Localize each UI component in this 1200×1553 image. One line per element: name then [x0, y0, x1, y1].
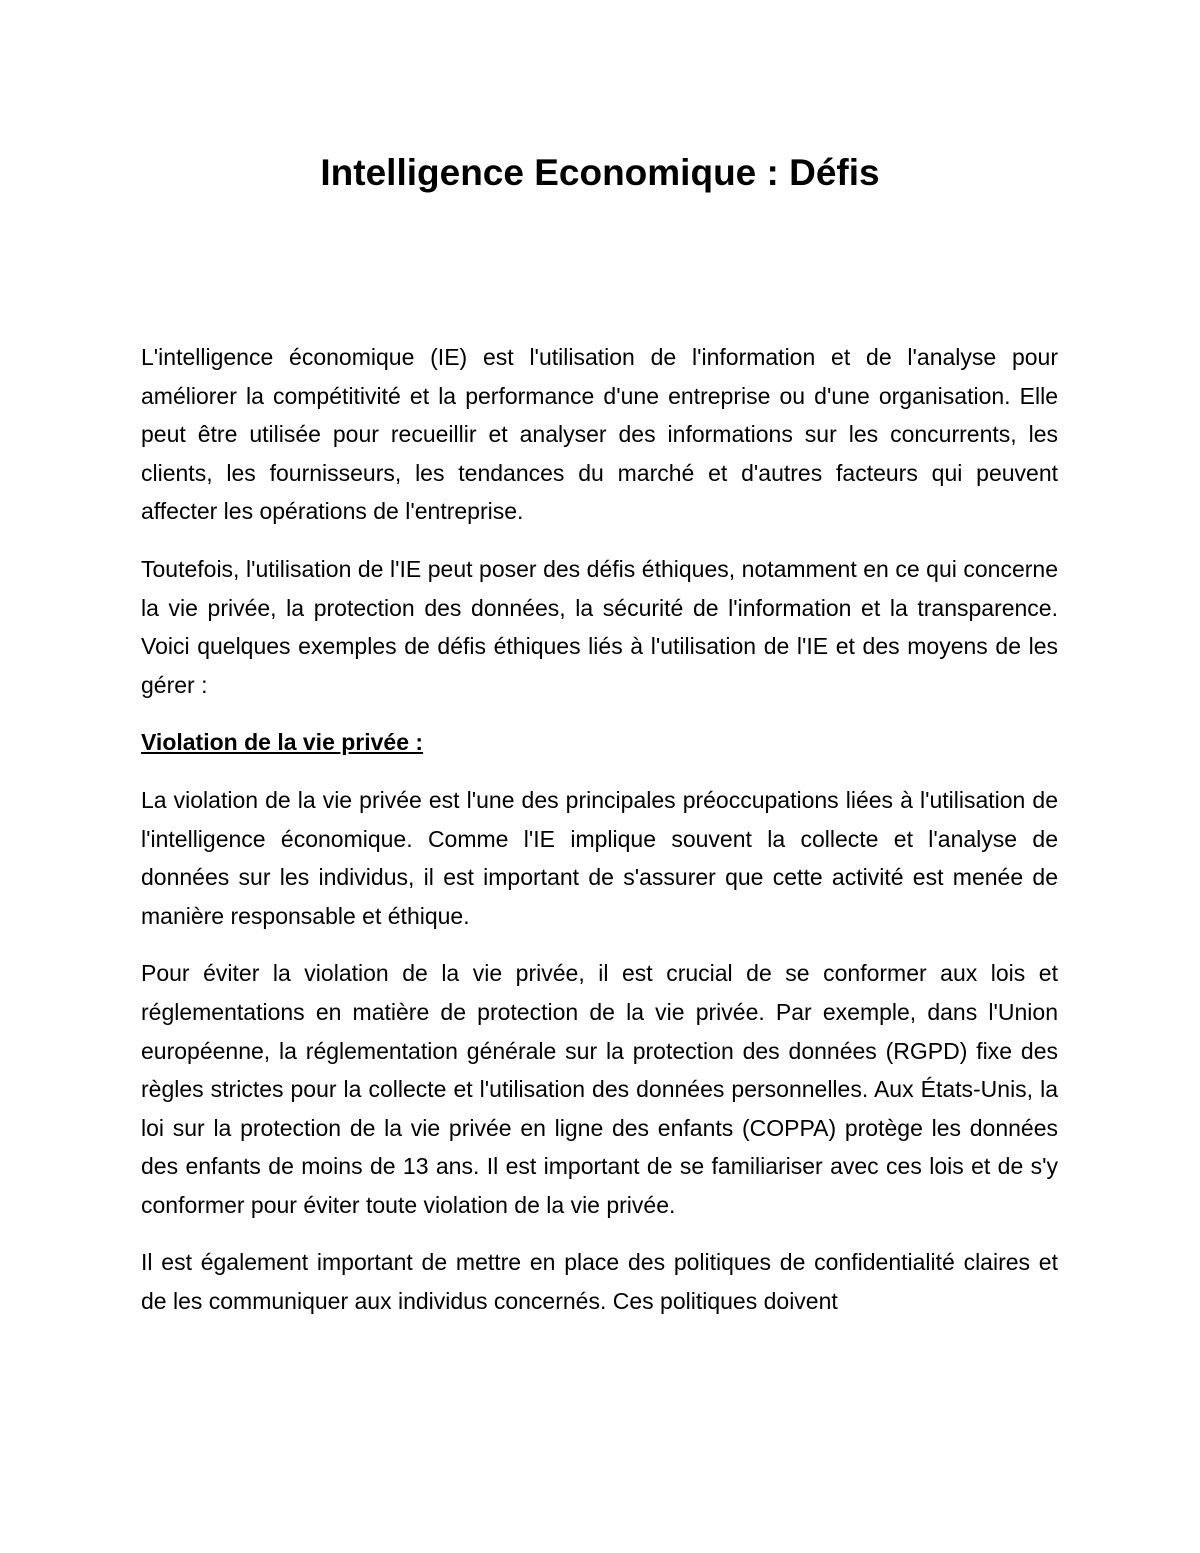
paragraph-privacy-policies: Il est également important de mettre en place des politiques de confidentialité claires et de les communiquer aux individus concernés. Ces politiques doivent: [141, 1249, 1058, 1315]
paragraph-ethical-challenges: Toutefois, l'utilisation de l'IE peut poser des défis éthiques, notamment en ce qui concerne la vie privée, la protection des données, la sécurité de l'information et la transparence. Voici quelques exemples de défis éthiques liés à l'utilisation de l'IE et des moyens de les gérer :: [141, 555, 1058, 698]
page-title: Intelligence Economique : Défis: [320, 152, 880, 193]
section-heading-privacy: Violation de la vie privée :: [141, 729, 424, 756]
paragraph-privacy-concern: La violation de la vie privée est l'une des principales préoccupations liées à l'utilisation de l'intelligence économique. Comme l'IE implique souvent la collecte et l'analyse de données sur les individus, il est important de s'assurer que cette activité est menée de manière responsable et éthique.: [141, 786, 1058, 929]
paragraph-privacy-laws: Pour éviter la violation de la vie privée, il est crucial de se conformer aux lois et réglementations en matière de protection de la vie privée. Par exemple, dans l'Union européenne, la réglementation générale sur la protection des données (RGPD) fixe des règles strictes pour la collecte et l'utilisation des données personnelles. Aux États-Unis, la loi sur la protection de la vie privée en ligne des enfants (COPPA) protège les données des enfants de moins de 13 ans. Il est important de se familiariser avec ces lois et de s'y conformer pour éviter toute violation de la vie privée.: [141, 960, 1058, 1218]
document-body: [141, 338, 1058, 1340]
paragraph-introduction: L'intelligence économique (IE) est l'utilisation de l'information et de l'analyse pour améliorer la compétitivité et la performance d'une entreprise ou d'une organisation. Elle peut être utilisée pour recueillir et analyser des informations sur les concurrents, les clients, les fournisseurs, les tendances du marché et d'autres facteurs qui peuvent affecter les opérations de l'entreprise.: [141, 344, 1058, 525]
